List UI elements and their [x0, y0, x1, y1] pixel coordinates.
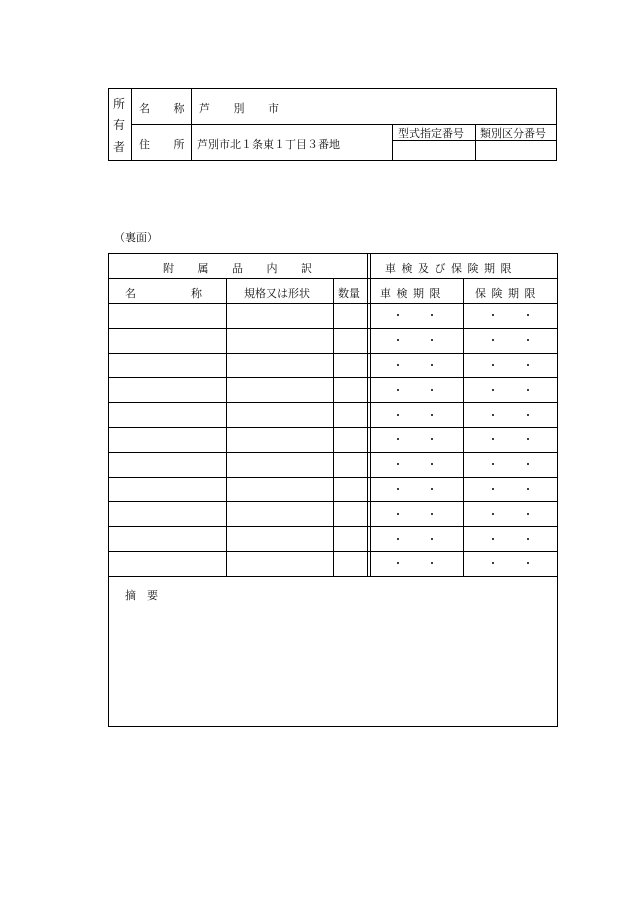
inspection-date-dot — [397, 314, 399, 316]
insurance-date-dot — [492, 389, 494, 391]
col-insurance-header: 保 険 期 限 — [475, 287, 537, 300]
table-row-divider — [109, 551, 557, 552]
col-inspection-header: 車 検 期 限 — [380, 287, 442, 300]
insurance-date-dot — [492, 562, 494, 564]
table-row-divider — [109, 477, 557, 478]
double-line-a — [367, 254, 368, 576]
double-line-b — [370, 254, 371, 576]
inspection-date-dot — [431, 438, 433, 440]
name-label: 名 称 — [139, 102, 185, 115]
insurance-date-dot — [527, 314, 529, 316]
table-row-divider — [109, 427, 557, 428]
insurance-date-dot — [492, 314, 494, 316]
inspection-date-dot — [397, 513, 399, 515]
owner-char-1: 所 — [113, 97, 126, 111]
inspection-date-dot — [397, 538, 399, 540]
col-spec-header: 規格又は形状 — [244, 287, 310, 300]
insurance-date-dot — [492, 488, 494, 490]
owner-divider-3 — [392, 124, 393, 160]
address-value: 芦別市北１条東１丁目３番地 — [197, 138, 340, 151]
inspection-date-dot — [431, 463, 433, 465]
insurance-date-dot — [527, 562, 529, 564]
owner-table — [108, 88, 557, 161]
category-number-label: 類別区分番号 — [480, 127, 546, 140]
remarks-label: 摘 要 — [125, 589, 158, 602]
owner-char-3: 者 — [113, 140, 126, 154]
inspection-date-dot — [397, 389, 399, 391]
inspection-date-dot — [397, 488, 399, 490]
insurance-date-dot — [492, 538, 494, 540]
table-row-divider — [109, 353, 557, 354]
table-row-divider — [109, 402, 557, 403]
insurance-date-dot — [492, 364, 494, 366]
inspection-date-dot — [431, 364, 433, 366]
inspection-date-dot — [431, 389, 433, 391]
insurance-date-dot — [527, 389, 529, 391]
owner-row-divider-left — [131, 124, 392, 125]
insurance-date-dot — [527, 488, 529, 490]
back-side-label: （裏面） — [114, 231, 158, 244]
inspection-date-dot — [397, 339, 399, 341]
inspection-date-dot — [431, 314, 433, 316]
inspection-date-dot — [397, 364, 399, 366]
col-qty-header: 数量 — [338, 287, 360, 300]
inspection-date-dot — [431, 562, 433, 564]
address-label: 住 所 — [139, 138, 185, 151]
insurance-date-dot — [527, 364, 529, 366]
insurance-date-dot — [527, 438, 529, 440]
owner-divider-4 — [475, 124, 476, 160]
inspection-date-dot — [431, 538, 433, 540]
inspection-date-dot — [431, 339, 433, 341]
name-value: 芦 別 市 — [199, 102, 280, 115]
insurance-date-dot — [492, 339, 494, 341]
table-row-divider — [109, 452, 557, 453]
col-name-header: 名 称 — [125, 287, 202, 300]
insurance-date-dot — [527, 414, 529, 416]
insurance-date-dot — [527, 513, 529, 515]
insurance-date-dot — [492, 414, 494, 416]
back-table — [108, 253, 558, 727]
insurance-date-dot — [527, 538, 529, 540]
insurance-date-dot — [492, 513, 494, 515]
deadlines-header: 車 検 及 び 保 険 期 限 — [385, 262, 513, 275]
owner-char-2: 有 — [113, 118, 126, 132]
inspection-date-dot — [397, 562, 399, 564]
insurance-date-dot — [492, 438, 494, 440]
table-row-divider — [109, 576, 557, 577]
table-row-divider — [109, 328, 557, 329]
inspection-date-dot — [397, 414, 399, 416]
inspection-date-dot — [397, 463, 399, 465]
inspection-date-dot — [431, 513, 433, 515]
insurance-date-dot — [492, 463, 494, 465]
insurance-date-dot — [527, 339, 529, 341]
table-row-divider — [109, 501, 557, 502]
table-row-divider — [109, 377, 557, 378]
inspection-date-dot — [397, 438, 399, 440]
accessories-header: 附 属 品 内 訳 — [163, 262, 313, 275]
inspection-date-dot — [431, 414, 433, 416]
model-number-label: 型式指定番号 — [398, 127, 464, 140]
insurance-date-dot — [527, 463, 529, 465]
inspection-date-dot — [431, 488, 433, 490]
table-row-divider — [109, 526, 557, 527]
